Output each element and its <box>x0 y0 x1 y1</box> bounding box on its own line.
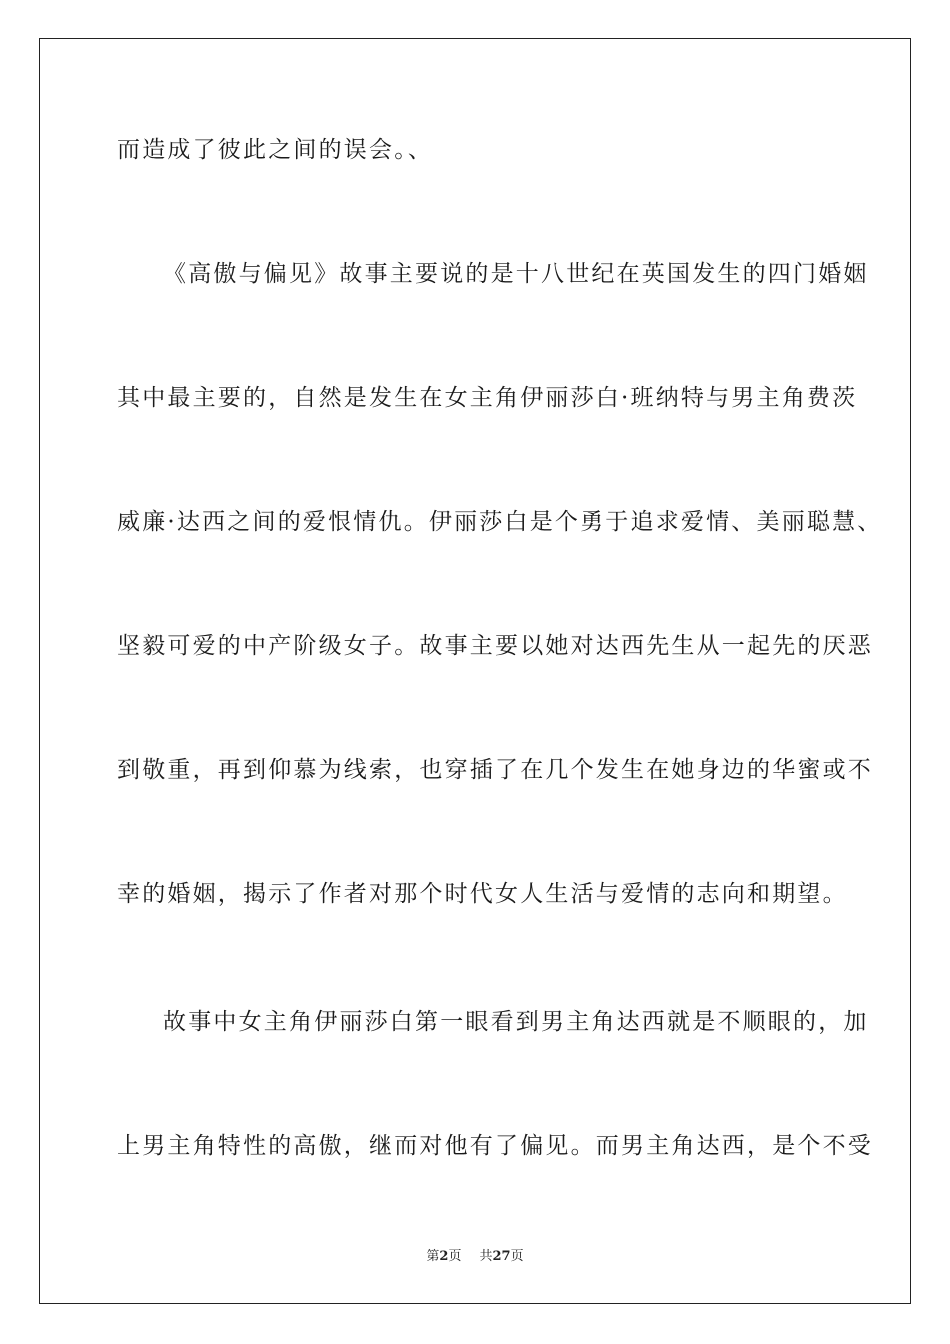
paragraph-start-line: 故事中女主角伊丽莎白第一眼看到男主角达西就是不顺眼的，加 <box>163 1009 869 1035</box>
paragraph-start-line: 《高傲与偏见》故事主要说的是十八世纪在英国发生的四门婚姻 <box>163 261 869 287</box>
text-line: 到敬重，再到仰慕为线索，也穿插了在几个发生在她身边的华蜜或不 <box>117 757 873 783</box>
text-line: 幸的婚姻，揭示了作者对那个时代女人生活与爱情的志向和期望。 <box>117 881 848 907</box>
page-footer <box>0 1248 950 1266</box>
text-line: 上男主角特性的高傲，继而对他有了偏见。而男主角达西，是个不受 <box>117 1133 873 1159</box>
page-number: 2 <box>439 1249 449 1264</box>
text-line: 而造成了彼此之间的误会。、 <box>117 137 434 163</box>
total-pages: 27 <box>492 1249 511 1264</box>
page-suffix: 页 <box>448 1249 462 1264</box>
text-line: 坚毅可爱的中产阶级女子。故事主要以她对达西先生从一起先的厌恶 <box>117 633 873 659</box>
page-prefix: 第 <box>426 1249 440 1264</box>
text-line: 威廉·达西之间的爱恨情仇。伊丽莎白是个勇于追求爱情、美丽聪慧、 <box>117 509 883 535</box>
total-suffix: 页 <box>510 1249 524 1264</box>
total-prefix: 共 <box>479 1249 493 1264</box>
text-line: 其中最主要的，自然是发生在女主角伊丽莎白·班纳特与男主角费茨 <box>117 385 858 411</box>
page-border <box>39 38 911 1304</box>
